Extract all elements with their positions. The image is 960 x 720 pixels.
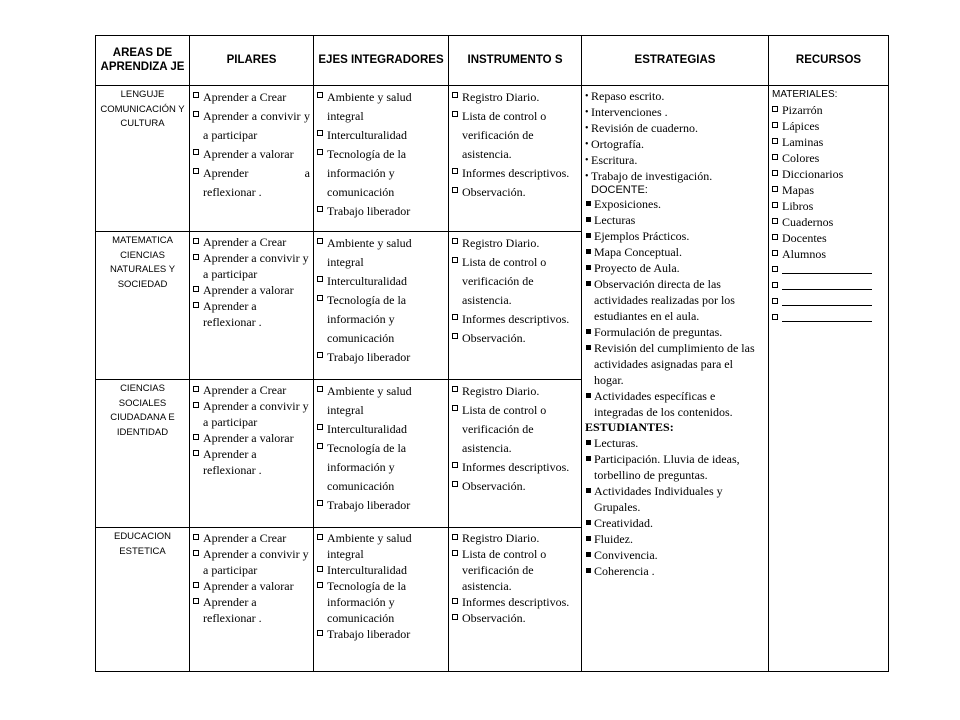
list-item: Mapas [772, 182, 885, 198]
ejes-cell [314, 528, 449, 672]
checkbox-icon [452, 534, 458, 540]
square-bullet-icon [586, 440, 591, 445]
checkbox-icon [772, 138, 778, 144]
list-item: Mapa Conceptual. [585, 244, 765, 260]
pilares-cell [190, 232, 314, 380]
instrumentos-cell [449, 86, 582, 232]
checkbox-icon [452, 550, 458, 556]
list-item: Participación. Lluvia de ideas, torbellino de preguntas. [585, 451, 765, 483]
list-item: Trabajo liberador [317, 496, 445, 515]
checkbox-icon [317, 352, 323, 358]
square-bullet-icon [586, 456, 591, 461]
checkbox-icon [193, 111, 199, 117]
checkbox-icon [317, 238, 323, 244]
list-item: Ambiente y salud integral [317, 382, 445, 420]
checkbox-icon [317, 534, 323, 540]
bullet-icon: • [585, 139, 589, 150]
checkbox-icon [193, 254, 199, 260]
ejes-list [317, 234, 445, 367]
instrumentos-cell [449, 528, 582, 672]
planning-table [95, 35, 889, 672]
checkbox-icon [193, 582, 199, 588]
list-item: Aprender a valorar [193, 578, 310, 594]
instrumentos-cell [449, 380, 582, 528]
header-ejes: EJES INTEGRADORES [314, 36, 449, 86]
checkbox-icon [317, 424, 323, 430]
pilares-list [193, 234, 310, 330]
bullet-icon: • [585, 91, 589, 102]
checkbox-icon [193, 149, 199, 155]
list-item: Aprender a valorar [193, 282, 310, 298]
checkbox-icon [772, 314, 778, 320]
ejes-list [317, 530, 445, 642]
checkbox-icon [772, 234, 778, 240]
estrategias-general-list [585, 88, 765, 184]
checkbox-icon [193, 598, 199, 604]
list-item: • Revisión de cuaderno. [585, 121, 698, 135]
square-bullet-icon [586, 233, 591, 238]
recursos-list [772, 102, 885, 326]
list-item: • Intervenciones . [585, 105, 668, 119]
list-item: Observación directa de las actividades realizadas por los estudiantes en el aula. [585, 276, 765, 324]
list-item: Laminas [772, 134, 885, 150]
square-bullet-icon [586, 345, 591, 350]
list-item: Tecnología de la información y comunicación [317, 439, 445, 496]
list-item: Ambiente y salud integral [317, 234, 445, 272]
list-item: Interculturalidad [317, 126, 445, 145]
checkbox-icon [772, 106, 778, 112]
checkbox-icon [193, 238, 199, 244]
ejes-cell [314, 86, 449, 232]
list-item: Lecturas. [585, 435, 765, 451]
checkbox-icon [452, 168, 458, 174]
recursos-cell [769, 86, 889, 672]
list-item: • Ortografía. [585, 137, 644, 151]
list-item: Formulación de preguntas. [585, 324, 765, 340]
estrategias-docente-list [585, 196, 765, 420]
list-item: Actividades Individuales y Grupales. [585, 483, 765, 515]
instrumentos-list [452, 234, 578, 348]
checkbox-icon [452, 92, 458, 98]
checkbox-icon [452, 111, 458, 117]
blank-line [772, 278, 885, 294]
ejes-list [317, 382, 445, 515]
checkbox-icon [772, 250, 778, 256]
list-item: Aprender a reflexionar . [193, 298, 310, 330]
list-item: Aprender a valorar [193, 145, 310, 164]
square-bullet-icon [586, 488, 591, 493]
list-item: Aprender a convivir y a participar [193, 250, 310, 282]
list-item: Observación. [452, 610, 578, 626]
checkbox-icon [193, 286, 199, 292]
instrumentos-list [452, 88, 578, 202]
instrumentos-cell [449, 232, 582, 380]
list-item: Observación. [452, 329, 578, 348]
list-item: Diccionarios [772, 166, 885, 182]
list-item: Ejemplos Prácticos. [585, 228, 765, 244]
list-item: Aprender a Crear [193, 530, 310, 546]
checkbox-icon [772, 282, 778, 288]
checkbox-icon [317, 92, 323, 98]
estrategias-estudiantes-list [585, 435, 765, 579]
square-bullet-icon [586, 217, 591, 222]
list-item: Convivencia. [585, 547, 765, 563]
square-bullet-icon [586, 265, 591, 270]
checkbox-icon [317, 149, 323, 155]
list-item: Trabajo liberador [317, 202, 445, 221]
square-bullet-icon [586, 393, 591, 398]
blank-line [772, 294, 885, 310]
checkbox-icon [317, 500, 323, 506]
list-item: Informes descriptivos. [452, 164, 578, 183]
ejes-cell [314, 232, 449, 380]
checkbox-icon [317, 582, 323, 588]
checkbox-icon [317, 566, 323, 572]
instrumentos-list [452, 530, 578, 626]
list-item: Informes descriptivos. [452, 594, 578, 610]
ejes-cell [314, 380, 449, 528]
list-item: Coherencia . [585, 563, 765, 579]
checkbox-icon [772, 218, 778, 224]
list-item: Interculturalidad [317, 562, 445, 578]
list-item: Libros [772, 198, 885, 214]
pilares-list [193, 530, 310, 626]
list-item: Informes descriptivos. [452, 458, 578, 477]
checkbox-icon [452, 238, 458, 244]
list-item: Actividades específicas e integradas de los contenidos. [585, 388, 765, 420]
list-item: Aprender a reflexionar . [193, 446, 310, 478]
square-bullet-icon [586, 568, 591, 573]
list-item: Registro Diario. [452, 382, 578, 401]
checkbox-icon [772, 170, 778, 176]
list-item: Tecnología de la información y comunicación [317, 578, 445, 626]
list-item: Trabajo liberador [317, 348, 445, 367]
list-item: Ambiente y salud integral [317, 530, 445, 562]
list-item: Observación. [452, 183, 578, 202]
checkbox-icon [193, 386, 199, 392]
list-item: Lista de control o verificación de asistencia. [452, 401, 578, 458]
bullet-icon: • [585, 107, 589, 118]
list-item: Cuadernos [772, 214, 885, 230]
list-item: Proyecto de Aula. [585, 260, 765, 276]
list-item: Revisión del cumplimiento de las actividades asignadas para el hogar. [585, 340, 765, 388]
list-item: Aprender a convivir y a participar [193, 398, 310, 430]
checkbox-icon [193, 168, 199, 174]
list-item: Tecnología de la información y comunicación [317, 145, 445, 202]
list-item: Aprender a convivir y a participar [193, 546, 310, 578]
checkbox-icon [317, 206, 323, 212]
checkbox-icon [193, 550, 199, 556]
area-cell: MATEMATICA CIENCIAS NATURALES Y SOCIEDAD [96, 232, 190, 380]
instrumentos-list [452, 382, 578, 496]
bullet-icon: • [585, 123, 589, 134]
area-cell: CIENCIAS SOCIALES CIUDADANA E IDENTIDAD [96, 380, 190, 528]
square-bullet-icon [586, 281, 591, 286]
header-instrumentos: INSTRUMENTO S [449, 36, 582, 86]
list-item: Alumnos [772, 246, 885, 262]
list-item: • Repaso escrito. [585, 89, 665, 103]
square-bullet-icon [586, 520, 591, 525]
checkbox-icon [317, 386, 323, 392]
checkbox-icon [772, 186, 778, 192]
blank-line [772, 262, 885, 278]
bullet-icon: • [585, 155, 589, 166]
list-item: Interculturalidad [317, 272, 445, 291]
bullet-icon: • [585, 171, 589, 182]
list-item: Exposiciones. [585, 196, 765, 212]
list-item: Docentes [772, 230, 885, 246]
table-row [96, 86, 889, 232]
checkbox-icon [772, 266, 778, 272]
materiales-title: MATERIALES: [772, 89, 838, 100]
list-item: Registro Diario. [452, 234, 578, 253]
list-item: Lista de control o verificación de asistencia. [452, 107, 578, 164]
checkbox-icon [452, 598, 458, 604]
checkbox-icon [452, 314, 458, 320]
checkbox-icon [452, 405, 458, 411]
checkbox-icon [452, 257, 458, 263]
ejes-list [317, 88, 445, 221]
checkbox-icon [452, 187, 458, 193]
header-areas: AREAS DE APRENDIZA JE [96, 36, 190, 86]
checkbox-icon [317, 276, 323, 282]
list-item: Aprender a Crear [193, 234, 310, 250]
list-item: Observación. [452, 477, 578, 496]
list-item: Aprender a convivir y a participar [193, 107, 310, 145]
list-item: Aprender a reflexionar . [193, 594, 310, 626]
list-item: Fluidez. [585, 531, 765, 547]
list-item: Ambiente y salud integral [317, 88, 445, 126]
area-cell: EDUCACION ESTETICA [96, 528, 190, 672]
checkbox-icon [317, 443, 323, 449]
header-estrategias: ESTRATEGIAS [582, 36, 769, 86]
list-item: • Escritura. [585, 153, 638, 167]
list-item: Lista de control o verificación de asistencia. [452, 253, 578, 310]
checkbox-icon [193, 450, 199, 456]
square-bullet-icon [586, 552, 591, 557]
area-cell: LENGUJE COMUNICACIÓN Y CULTURA [96, 86, 190, 232]
list-item: Registro Diario. [452, 88, 578, 107]
list-item: Aprender a reflexionar . [193, 164, 310, 202]
list-item: Registro Diario. [452, 530, 578, 546]
checkbox-icon [317, 130, 323, 136]
checkbox-icon [193, 402, 199, 408]
list-item: Informes descriptivos. [452, 310, 578, 329]
checkbox-icon [772, 202, 778, 208]
checkbox-icon [193, 434, 199, 440]
estudiantes-label: ESTUDIANTES: [585, 420, 674, 434]
list-item: Aprender a Crear [193, 88, 310, 107]
square-bullet-icon [586, 536, 591, 541]
list-item: Pizarrón [772, 102, 885, 118]
list-item: Interculturalidad [317, 420, 445, 439]
checkbox-icon [772, 122, 778, 128]
pilares-cell [190, 528, 314, 672]
list-item: Aprender a Crear [193, 382, 310, 398]
list-item: • Trabajo de investigación. [585, 169, 713, 183]
checkbox-icon [193, 534, 199, 540]
pilares-list [193, 88, 310, 202]
checkbox-icon [452, 481, 458, 487]
pilares-list [193, 382, 310, 478]
checkbox-icon [317, 295, 323, 301]
list-item: Lápices [772, 118, 885, 134]
checkbox-icon [452, 386, 458, 392]
checkbox-icon [452, 333, 458, 339]
checkbox-icon [772, 154, 778, 160]
checkbox-icon [193, 302, 199, 308]
list-item: Colores [772, 150, 885, 166]
list-item: Lecturas [585, 212, 765, 228]
square-bullet-icon [586, 249, 591, 254]
list-item: Trabajo liberador [317, 626, 445, 642]
estrategias-cell [582, 86, 769, 672]
list-item: Creatividad. [585, 515, 765, 531]
docente-label: DOCENTE: [591, 184, 648, 196]
list-item: Tecnología de la información y comunicación [317, 291, 445, 348]
checkbox-icon [193, 92, 199, 98]
header-recursos: RECURSOS [769, 36, 889, 86]
checkbox-icon [452, 614, 458, 620]
checkbox-icon [317, 630, 323, 636]
checkbox-icon [772, 298, 778, 304]
list-item: Lista de control o verificación de asistencia. [452, 546, 578, 594]
list-item: Aprender a valorar [193, 430, 310, 446]
square-bullet-icon [586, 329, 591, 334]
pilares-cell [190, 86, 314, 232]
blank-line [772, 310, 885, 326]
pilares-cell [190, 380, 314, 528]
header-pilares: PILARES [190, 36, 314, 86]
square-bullet-icon [586, 201, 591, 206]
checkbox-icon [452, 462, 458, 468]
